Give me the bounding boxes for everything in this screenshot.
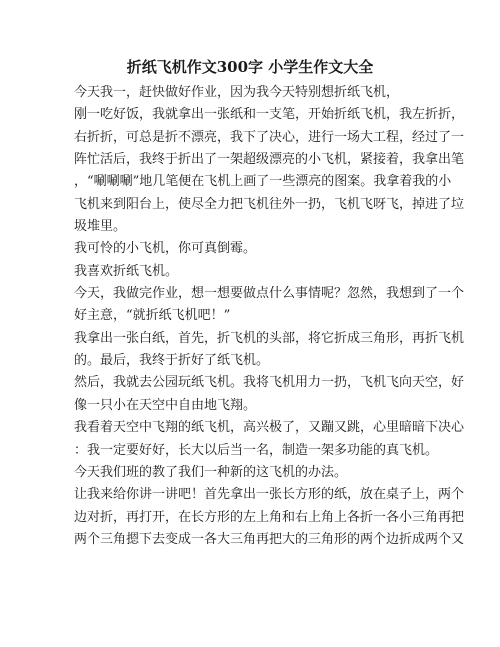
text-line: 阵忙活后，我终于折出了一架超级漂亮的小飞机，紧接着，我拿出笔 [74,152,465,168]
text-line: 我看着天空中飞翔的纸飞机，高兴极了，又蹦又跳，心里暗暗下决心 [74,420,465,436]
text-line: 我可怜的小飞机，你可真倒霉。 [74,241,257,257]
text-line: 我喜欢折纸飞机。 [74,263,179,279]
text-line: 飞机来到阳台上，使尽全力把飞机往外一扔，飞机飞呀飞，掉进了垃 [74,196,465,212]
page-title: 折纸飞机作文300字 小学生作文大全 [126,58,374,76]
text-line: 右折折，可总是折不漂亮，我下了决心，进行一场大工程，经过了一 [74,129,465,145]
text-line: 今天我们班的教了我们一种新的这飞机的办法。 [74,464,348,480]
text-line: 然后，我就去公园玩纸飞机。我将飞机用力一扔，飞机飞向天空，好 [74,375,465,391]
text-line: 好主意，“就折纸飞机吧！” [74,308,231,324]
text-line: 今天，我做完作业，想一想要做点什么事情呢？忽然，我想到了一个 [74,286,465,302]
text-line: ：我一定要好好，长大以后当一名，制造一架多功能的真飞机。 [74,442,439,458]
text-line: 边对折，再打开，在长方形的左上角和右上角上各折一各小三角再把 [74,509,465,525]
text-line: 圾堆里。 [74,219,127,235]
text-line: 今天我一，赶快做好作业，因为我今天特别想折纸飞机， [74,85,400,100]
text-line: 像一只小在天空中自由地飞翔。 [74,397,257,413]
essay-body [74,82,465,551]
text-line: ，“唰唰唰”地几笔便在飞机上画了一些漂亮的图案。我拿着我的小 [74,174,452,190]
text-line: 让我来给你讲一讲吧！首先拿出一张长方形的纸，放在桌子上，两个 [74,487,465,503]
text-line: 两个三角摁下去变成一各大三角再把大的三角形的两个边折成两个又 [74,531,465,547]
text-line: 刚一吃好饭，我就拿出一张纸和一支笔，开始折纸飞机，我左折折， [74,107,465,123]
text-line: 我拿出一张白纸，首先，折飞机的头部，将它折成三角形，再折飞机 [74,330,465,346]
text-line: 的。最后，我终于折好了纸飞机。 [74,353,270,369]
